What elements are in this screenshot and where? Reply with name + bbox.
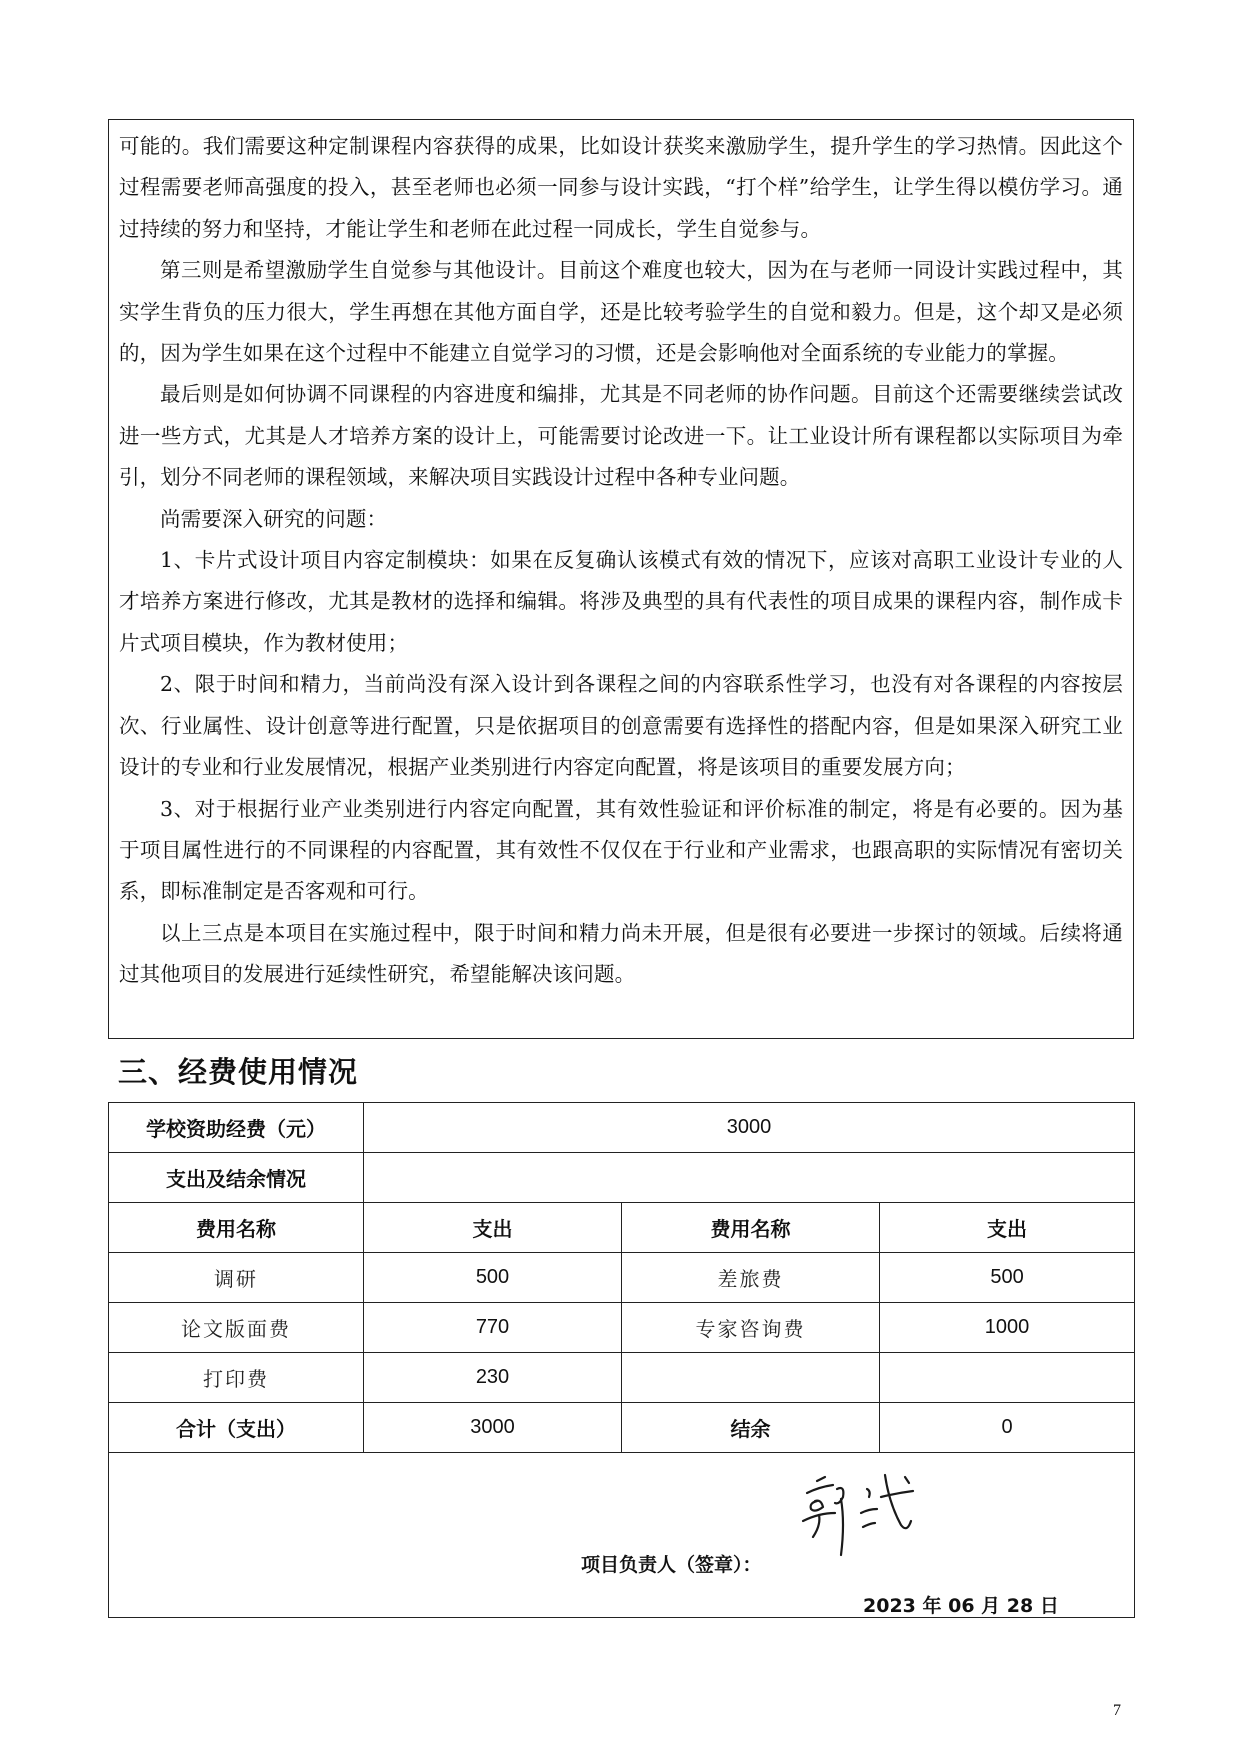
expense-name: 专家咨询费: [622, 1303, 880, 1353]
paragraph: 可能的。我们需要这种定制课程内容获得的成果，比如设计获奖来激励学生，提升学生的学习热情。因此这个过程需要老师高强度的投入，甚至老师也必须一同参与设计实践，“打个样”给学生，让学生得以模仿学习。通过持续的努力和坚持，才能让学生和老师在此过程一同成长，学生自觉参与。: [119, 134, 1123, 241]
paragraph: 2、限于时间和精力，当前尚没有深入设计到各课程之间的内容联系性学习，也没有对各课程的内容按层次、行业属性、设计创意等进行配置，只是依据项目的创意需要有选择性的搭配内容，但是如果深入研究工业设计的专业和行业发展情况，根据产业类别进行内容定向配置，将是该项目的重要发展方向；: [119, 672, 1123, 780]
total-value: 3000: [364, 1403, 622, 1453]
expense-name: 打印费: [109, 1353, 364, 1403]
expense-name: 差旅费: [622, 1253, 880, 1303]
table-row: [109, 1353, 1135, 1403]
signature-label: 项目负责人（签章）：: [581, 1554, 762, 1576]
column-header: 支出: [364, 1203, 622, 1253]
expense-name: [622, 1353, 880, 1403]
paragraph: 1、卡片式设计项目内容定制模块：如果在反复确认该模式有效的情况下，应该对高职工业设计专业的人才培养方案进行修改，尤其是教材的选择和编辑。将涉及典型的具有代表性的项目成果的课程内容，制作成卡片式项目模块，作为教材使用；: [119, 548, 1123, 655]
expense-amount: 500: [364, 1253, 622, 1303]
project-text-box: [108, 119, 1134, 1039]
section-title: 三、经费使用情况: [118, 1055, 359, 1089]
table-row: [109, 1303, 1135, 1353]
status-label: 支出及结余情况: [109, 1153, 364, 1203]
paragraph: 第三则是希望激励学生自觉参与其他设计。目前这个难度也较大，因为在与老师一同设计实践过程中，其实学生背负的压力很大，学生再想在其他方面自学，还是比较考验学生的自觉和毅力。但是，这个却又是必须的，因为学生如果在这个过程中不能建立自觉学习的习惯，还是会影响他对全面系统的专业能力的掌握。: [119, 258, 1123, 366]
expense-amount: 230: [364, 1353, 622, 1403]
column-header: 支出: [880, 1203, 1135, 1253]
table-row: [109, 1253, 1135, 1303]
paragraph: 尚需要深入研究的问题：: [160, 506, 388, 531]
expense-amount: 1000: [880, 1303, 1135, 1353]
column-header: 费用名称: [622, 1203, 880, 1253]
paragraph: 以上三点是本项目在实施过程中，限于时间和精力尚未开展，但是很有必要进一步探讨的领域。后续将通过其他项目的发展进行延续性研究，希望能解决该问题。: [119, 920, 1123, 987]
balance-value: 0: [880, 1403, 1135, 1453]
status-value: [364, 1153, 1135, 1203]
expense-name: 论文版面费: [109, 1303, 364, 1353]
expense-amount: 500: [880, 1253, 1135, 1303]
paragraph: 3、对于根据行业产业类别进行内容定向配置，其有效性验证和评价标准的制定，将是有必要的。因为基于项目属性进行的不同课程的内容配置，其有效性不仅仅在于行业和产业需求，也跟高职的实际情况有密切关系，即标准制定是否客观和可行。: [119, 796, 1123, 904]
funding-row: [109, 1103, 1135, 1153]
page-number: 7: [1113, 1702, 1121, 1719]
paragraph: 最后则是如何协调不同课程的内容进度和编排，尤其是不同老师的协作问题。目前这个还需要继续尝试改进一些方式，尤其是人才培养方案的设计上，可能需要讨论改进一下。让工业设计所有课程都以实际项目为牵引，划分不同老师的课程领域，来解决项目实践设计过程中各种专业问题。: [119, 382, 1123, 490]
signature-row: [109, 1453, 1135, 1618]
header-row: [109, 1203, 1135, 1253]
balance-label: 结余: [622, 1403, 880, 1453]
signature-date: 2023 年 06 月 28 日: [863, 1595, 1059, 1617]
funding-value: 3000: [364, 1103, 1135, 1153]
status-row: [109, 1153, 1135, 1203]
expense-amount: [880, 1353, 1135, 1403]
funding-label: 学校资助经费（元）: [109, 1103, 364, 1153]
total-row: [109, 1403, 1135, 1453]
expense-name: 调研: [109, 1253, 364, 1303]
total-label: 合计（支出）: [109, 1403, 364, 1453]
column-header: 费用名称: [109, 1203, 364, 1253]
handwritten-signature-icon: [789, 1463, 939, 1563]
signature-cell: [109, 1453, 1135, 1618]
expense-amount: 770: [364, 1303, 622, 1353]
budget-table: [108, 1102, 1135, 1618]
